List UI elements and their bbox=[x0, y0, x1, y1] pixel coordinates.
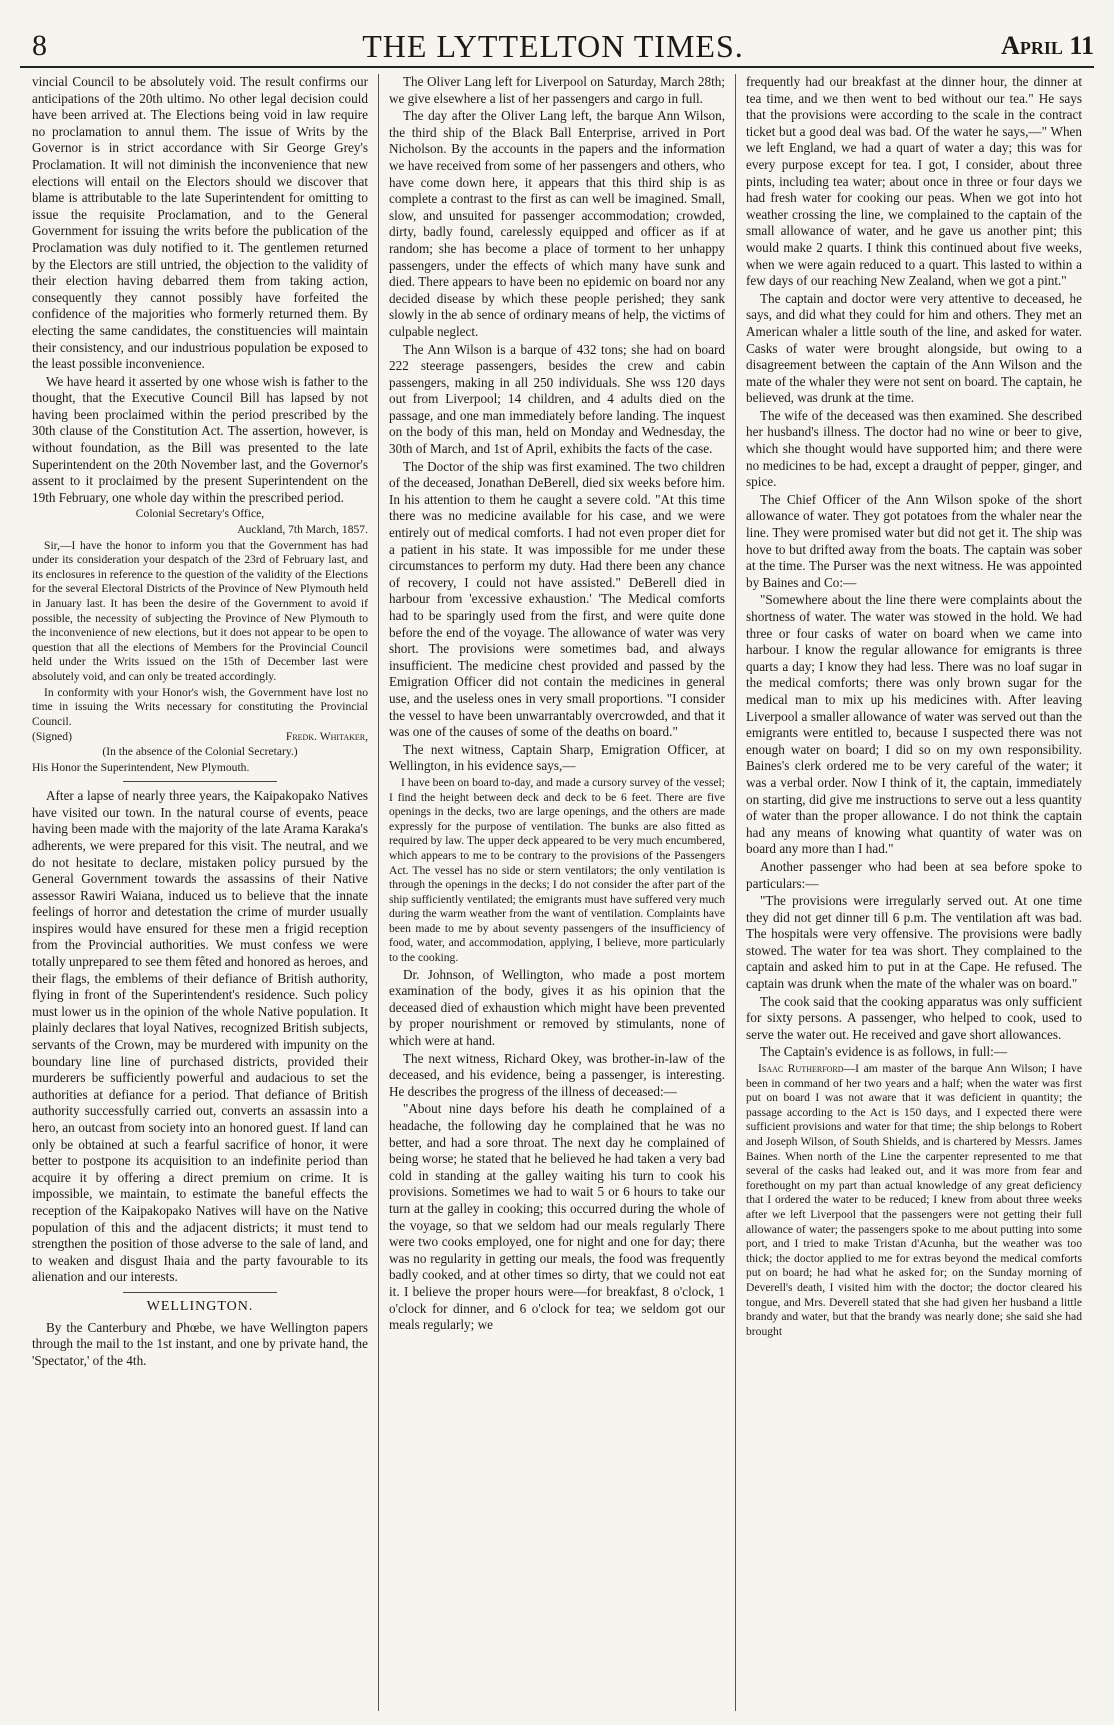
quoted-evidence bbox=[389, 776, 725, 966]
article-paragraph: vincial Council to be absolutely void. The result confirms our anticipations of the 20th ultimo. No other legal decision could have been arrived at. The Elections being void in law require no proclamation to annul them. The issue of Writs by the Governor is in strict accordance with Sir George Grey's Proclamation. It will not diminish the inconvenience that new elections will entail on the Electors should we discover that blame is attributable to the late Superintendent for omitting to issue the requisite Proclamation, and to the General Government for issuing the writs before the publication of the Proclamation was duly notified to it. The gentlemen returned by the Electors are still untried, the objection to the validity of their election having debarred them from taking action, consequently they cannot possibly have forfeited the confidence of the majorities who formerly returned them. By electing the same candidates, the constituencies will maintain their consistency, and our industrious population be exposed to the least possible inconvenience. bbox=[32, 74, 368, 372]
signer-name: Fredk. Whitaker, bbox=[285, 730, 368, 744]
letter-paragraph: Sir,—I have the honor to inform you that the Government has had under its consideration your despatch of the 23rd of February last, and its enclosures in reference to the question of the validity of the Elections for the several Electoral Districts of the Province of New Plymouth held in January last. It has been the desire of the Government to avoid if possible, the necessity of subjecting the Province of New Plymouth to the inconvenience of new elections, but it does not appear to be open to question that all the elections of Members for the Provincial Council held under the Writs issued on the 15th of December last were absolutely void, and can only be treated accordingly. bbox=[32, 538, 368, 683]
article-paragraph: The cook said that the cooking apparatus was only sufficient for sixty persons. A passenger, who helped to cook, used to serve the water out. He received and gave short allowances. bbox=[746, 993, 1082, 1042]
letter-addressee: His Honor the Superintendent, New Plymouth. bbox=[32, 760, 250, 774]
signed-label: (Signed) bbox=[32, 730, 72, 744]
article-paragraph: The day after the Oliver Lang left, the barque Ann Wilson, the third ship of the Black Ball Enterprise, arrived in Port Nicholson. By the accounts in the papers and the information we have received from some of her passengers and others, who have come down here, it appears that this third ship is as complete a contrast to the first as can well be imagined. Small, slow, and unsuited for passenger accommodation; crowded, dirty, badly found, carelessly equipped and officer as if at random; she has become a place of torment to her unhappy passengers, under the effects of which many have sunk and died. There appears to have been no epidemic on board nor any decided disease by which these people perished; they sank slowly in the ab sence of ordinary means of help, the victims of culpable neglect. bbox=[389, 108, 725, 339]
newspaper-title: THE LYTTELTON TIMES. bbox=[362, 27, 744, 64]
article-paragraph: "The provisions were irregularly served out. At one time they did not get dinner till 6 p.m. The ventilation aft was bad. The hospitals were very offensive. The provisions were badly stowed. The water for tea was short. They complained to the captain and asked him to put in at the Cape. He refused. The captain was drunk when the mate of the whaler was on board." bbox=[746, 893, 1082, 992]
columns bbox=[22, 74, 1092, 1711]
article-paragraph: "Somewhere about the line there were complaints about the shortness of water. The water was stowed in the hold. We had three or four casks of water on board when we came into harbour. I know the regular allowance for emigrants is three quarts a day; I know they had less. There was no loaf sugar in the medical comforts; there was only brown sugar for the medical man to mix up his medicines with. After leaving Liverpool a smaller allowance of water was served out than the emigrants were entitled to, because I suspected there was not enough water on board; I did so on my own responsibility. Baines's clerk ordered me to be very careful of the water; it was a verbal order. Now I think of it, the captain, immediately on starting, did give me instructions to serve out a less quantity of water than the proper allowance. I do not think the captain had any means of knowing what quantity of water was on board any more than I had." bbox=[746, 592, 1082, 857]
article-paragraph: "About nine days before his death he complained of a headache, the following day he complained that he was no better, and had a sore throat. The next day he complained of being worse; he stated that he believed he had taken a very bad cold in standing at the galley waiting his turn to cook his provisions. Sometimes we had to wait 5 or 6 hours to take our turn at the galley in cooking; this occurred during the whole of the voyage, so that we seldom had our meals regularly There were two cooks employed, one for night and one for day; there was no regularity in getting our meals, the food was frequently badly cooked, and at other times so dirty, that we could not eat it. I believe the proper hours were—for breakfast, 8 o'clock, 1 o'clock for dinner, and 6 o'clock for tea; we seldom got our meals regularly; we bbox=[389, 1101, 725, 1333]
article-paragraph: The Ann Wilson is a barque of 432 tons; she had on board 222 steerage passengers, besides the crew and cabin passengers, making in all 250 individuals. She wss 120 days out from Liverpool; 14 children, and 4 adults died on the passage, and one man immediately before landing. The inquest on the body of this man, held on Monday and Wednesday, the 30th of March, and 1st of April, exhibits the facts of the case. bbox=[389, 341, 725, 457]
article-paragraph: Dr. Johnson, of Wellington, who made a post mortem examination of the body, gives it as his opinion that the deceased died of exhaustion which might have been prevented by proper nourishment or removed by stimulants, none of which were at hand. bbox=[389, 966, 725, 1049]
article-paragraph: The next witness, Captain Sharp, Emigration Officer, at Wellington, in his evidence says,— bbox=[389, 741, 725, 774]
quoted-evidence bbox=[746, 1062, 1082, 1339]
article-paragraph: The wife of the deceased was then examined. She described her husband's illness. The doctor had no wine or beer to give, which she thought would have supported him; and there were no medicines to be had, except a draught of pepper, ginger, and spice. bbox=[746, 407, 1082, 490]
official-letter bbox=[32, 507, 368, 775]
article-paragraph: The Captain's evidence is as follows, in full:— bbox=[760, 1044, 1008, 1060]
letter-office: Colonial Secretary's Office, bbox=[135, 507, 265, 521]
article-paragraph: The next witness, Richard Okey, was brother-in-law of the deceased, and his evidence, being a passenger, is interesting. He describes the progress of the illness of deceased:— bbox=[389, 1050, 725, 1099]
witness-statement: —I am master of the barque Ann Wilson; I have been in command of her two years and a half; when the water was first put on board I was not aware that it was deficient in quantity; the passage according to the Act is 150 days, and I expected there were sufficient provisions and water for that time; the ship belongs to Robert and Joseph Wilson, of South Shields, and is chartered by Messrs. James Baines. When north of the Line the carpenter represented to me that several of the casks had leaked out, and it was more from fear and forethought on my part than actual knowledge of any great deficiency that I ordered the water to be reduced; I knew from about three weeks after we left Liverpool that the passengers were not getting their full allowance of water; the passengers spoke to me about putting into some port, and I tried to make Tristan d'Acunha, but the weather was too thick; the doctor applied to me for extras beyond the medical comforts put on board; he had what he asked for; on the Sunday morning of Deverell's death, I visited him with the doctor; the doctor cleared his tongue, and Mrs. Deverell stated that she had given her husband a little brandy and water, but that the brandy was nearly done; she said she had brought bbox=[746, 1062, 1082, 1338]
column-3 bbox=[735, 74, 1092, 1711]
letter-date: Auckland, 7th March, 1857. bbox=[237, 523, 368, 537]
article-paragraph: We have heard it asserted by one whose wish is father to the thought, that the Executive Council Bill has lapsed by not having been proclaimed within the period prescribed by the 30th clause of the Constitution Act. The assertion, however, is without foundation, as the Bill was presented to the late Superintendent on the 20th November last, and the Governor's assent to it proclaimed by the present Superintendent on the 19th February, one whole day within the prescribed period. bbox=[32, 373, 368, 505]
article-paragraph: The Chief Officer of the Ann Wilson spoke of the short allowance of water. They got potatoes from the whaler near the line. They were promised water but did not get it. The ship was hove to but drifted away from the boats. The captain was sober at the time. The Purser was the next witness. He was appointed by Baines and Co:— bbox=[746, 491, 1082, 590]
issue-date: April 11 bbox=[1001, 31, 1094, 60]
article-paragraph: frequently had our breakfast at the dinner hour, the dinner at tea time, and we then went to bed without our tea." He says that the provisions were according to the scale in the contract ticket but a good deal was bad. Of the water he says,—" When we left England, we had a quart of water a day; this was for every purpose except for tea. I got, I consider, about three pints, including tea water; about once in three or four days we had fresh water for cooking our peas. When we got into hot weather crossing the line, we complained to the captain of the small allowance of water, and he gave us another pint; this would make 2 quarts. I think this continued about five weeks, when we were again reduced to a quart. This lasted to within a few days of our reaching New Zealand, when we got a pint." bbox=[746, 74, 1082, 289]
signer-note: (In the absence of the Colonial Secretary.) bbox=[102, 744, 298, 758]
article-paragraph: By the Canterbury and Phœbe, we have Wellington papers through the mail to the 1st instant, and one by private hand, the 'Spectator,' of the 4th. bbox=[32, 1319, 368, 1368]
section-divider bbox=[123, 781, 278, 782]
article-paragraph: The Oliver Lang left for Liverpool on Saturday, March 28th; we give elsewhere a list of her passengers and cargo in full. bbox=[389, 74, 725, 106]
section-divider bbox=[123, 1292, 278, 1293]
article-paragraph: The captain and doctor were very attentive to deceased, he says, and did what they could for him and others. They met an American whaler a little south of the line, and asked for water. Casks of water were brought alongside, but owing to a disagreement between the captain of the Ann Wilson and the mate of the whaler they were not sent on board. The captain, he believed, was drunk at the time. bbox=[746, 290, 1082, 406]
article-paragraph: After a lapse of nearly three years, the Kaipakopako Natives have visited our town. In the natural course of events, peace having been made with the majority of the late Arama Karaka's adherents, we were prepared for this visit. The neutral, and we do not hesitate to declare, mistaken policy pursued by the General Government towards the assassins of their Native assessor Rawiri Waiana, induced us to believe that the innate feelings of horror and detestation the crime of murder usually inspires would have ensured for these men a frigid reception from the Provincial authorities. We must confess we were totally unprepared to see them fêted and honored as heroes, and their flags, the emblems of their defiance of British authority, flying in front of the Superintendent's residence. Such policy must lower us in the opinion of the whole Native population. It plainly declares that loyal Natives, recognized British subjects, servants of the Crown, may be murdered with impunity on the boundary line line of purchased districts, provided their murderers be sufficiently powerful and audacious to set the authorities at defiance for a period. That defiance of British authority successfully carried out, converts an assassin into a hero, an outcast from society into an honored guest. If land can only be obtained at such a fearful sacrifice of honor, it were better to postpone its acquisition to an indefinite period than acquire it by offering a direct premium on crime. It is impossible, we maintain, to estimate the baneful effects the reception of the Kaipakopako Natives will have on the Native population of this and the adjacent districts; it must tend to strengthen the position of those adverse to the sale of land, and to weaken and disgust Ihaia and the party favourable to its alienation and our interests. bbox=[32, 788, 368, 1285]
section-heading: WELLINGTON. bbox=[146, 1298, 254, 1314]
column-1 bbox=[22, 74, 378, 1711]
page-number: 8 bbox=[32, 29, 47, 62]
article-paragraph: Another passenger who had been at sea before spoke to particulars:— bbox=[746, 858, 1082, 891]
evidence-paragraph: I have been on board to-day, and made a cursory survey of the vessel; I find the height between deck and deck to be 6 feet. There are five openings in the decks, two are large openings, and the others are made expressly for the purpose of ventilation. The bunks are also fitted as required by law. The upper deck appeared to be very much encumbered, which appears to me to be contrary to the provisions of the Passengers Act. The vessel has no side or stern ventilators; the only ventilation is through the openings in the decks; I do not consider the after part of the ship sufficiently ventilated; the emigrants must have suffered very much during the warm weather from the want of ventilation. Complaints have been made to me by about seventy passengers of the insufficiency of food, water, and accommodation, applying, I believe, more particularly to the cooking. bbox=[389, 775, 725, 965]
evidence-paragraph bbox=[746, 1062, 1082, 1339]
letter-signature bbox=[32, 730, 368, 745]
column-2 bbox=[378, 74, 735, 1711]
witness-name: Isaac Rutherford bbox=[758, 1062, 844, 1076]
masthead bbox=[20, 26, 1094, 68]
article-paragraph: The Doctor of the ship was first examined. The two children of the deceased, Jonathan DeBerell, died six weeks before him. In his attention to them he caught a severe cold. "At this time there was no medicine available for his case, and we were entirely out of medical comforts. I had not even proper diet for a patient in his state. It was impossible for me under these circumstances to perform my duty. Had there been any chance of recovery, I could not have assisted." DeBerell died in harbour from 'excessive exhaustion.' 'The Medical comforts had to be sparingly used from the first, and were quite done before the end of the voyage. The allowance of water was very short. The provisions were sometimes bad, and always insufficient. The medicine chest provided and passed by the Emigration Officer did not contain the medicines in general use, and the useless ones in very small proportions. "I consider the vessel to have been unwarrantably overcrowded, and that it was one of the causes of some of the deaths on board." bbox=[389, 458, 725, 740]
letter-paragraph: In conformity with your Honor's wish, the Government have lost no time in issuing the Writs necessary for constituting the Provincial Council. bbox=[32, 685, 368, 728]
